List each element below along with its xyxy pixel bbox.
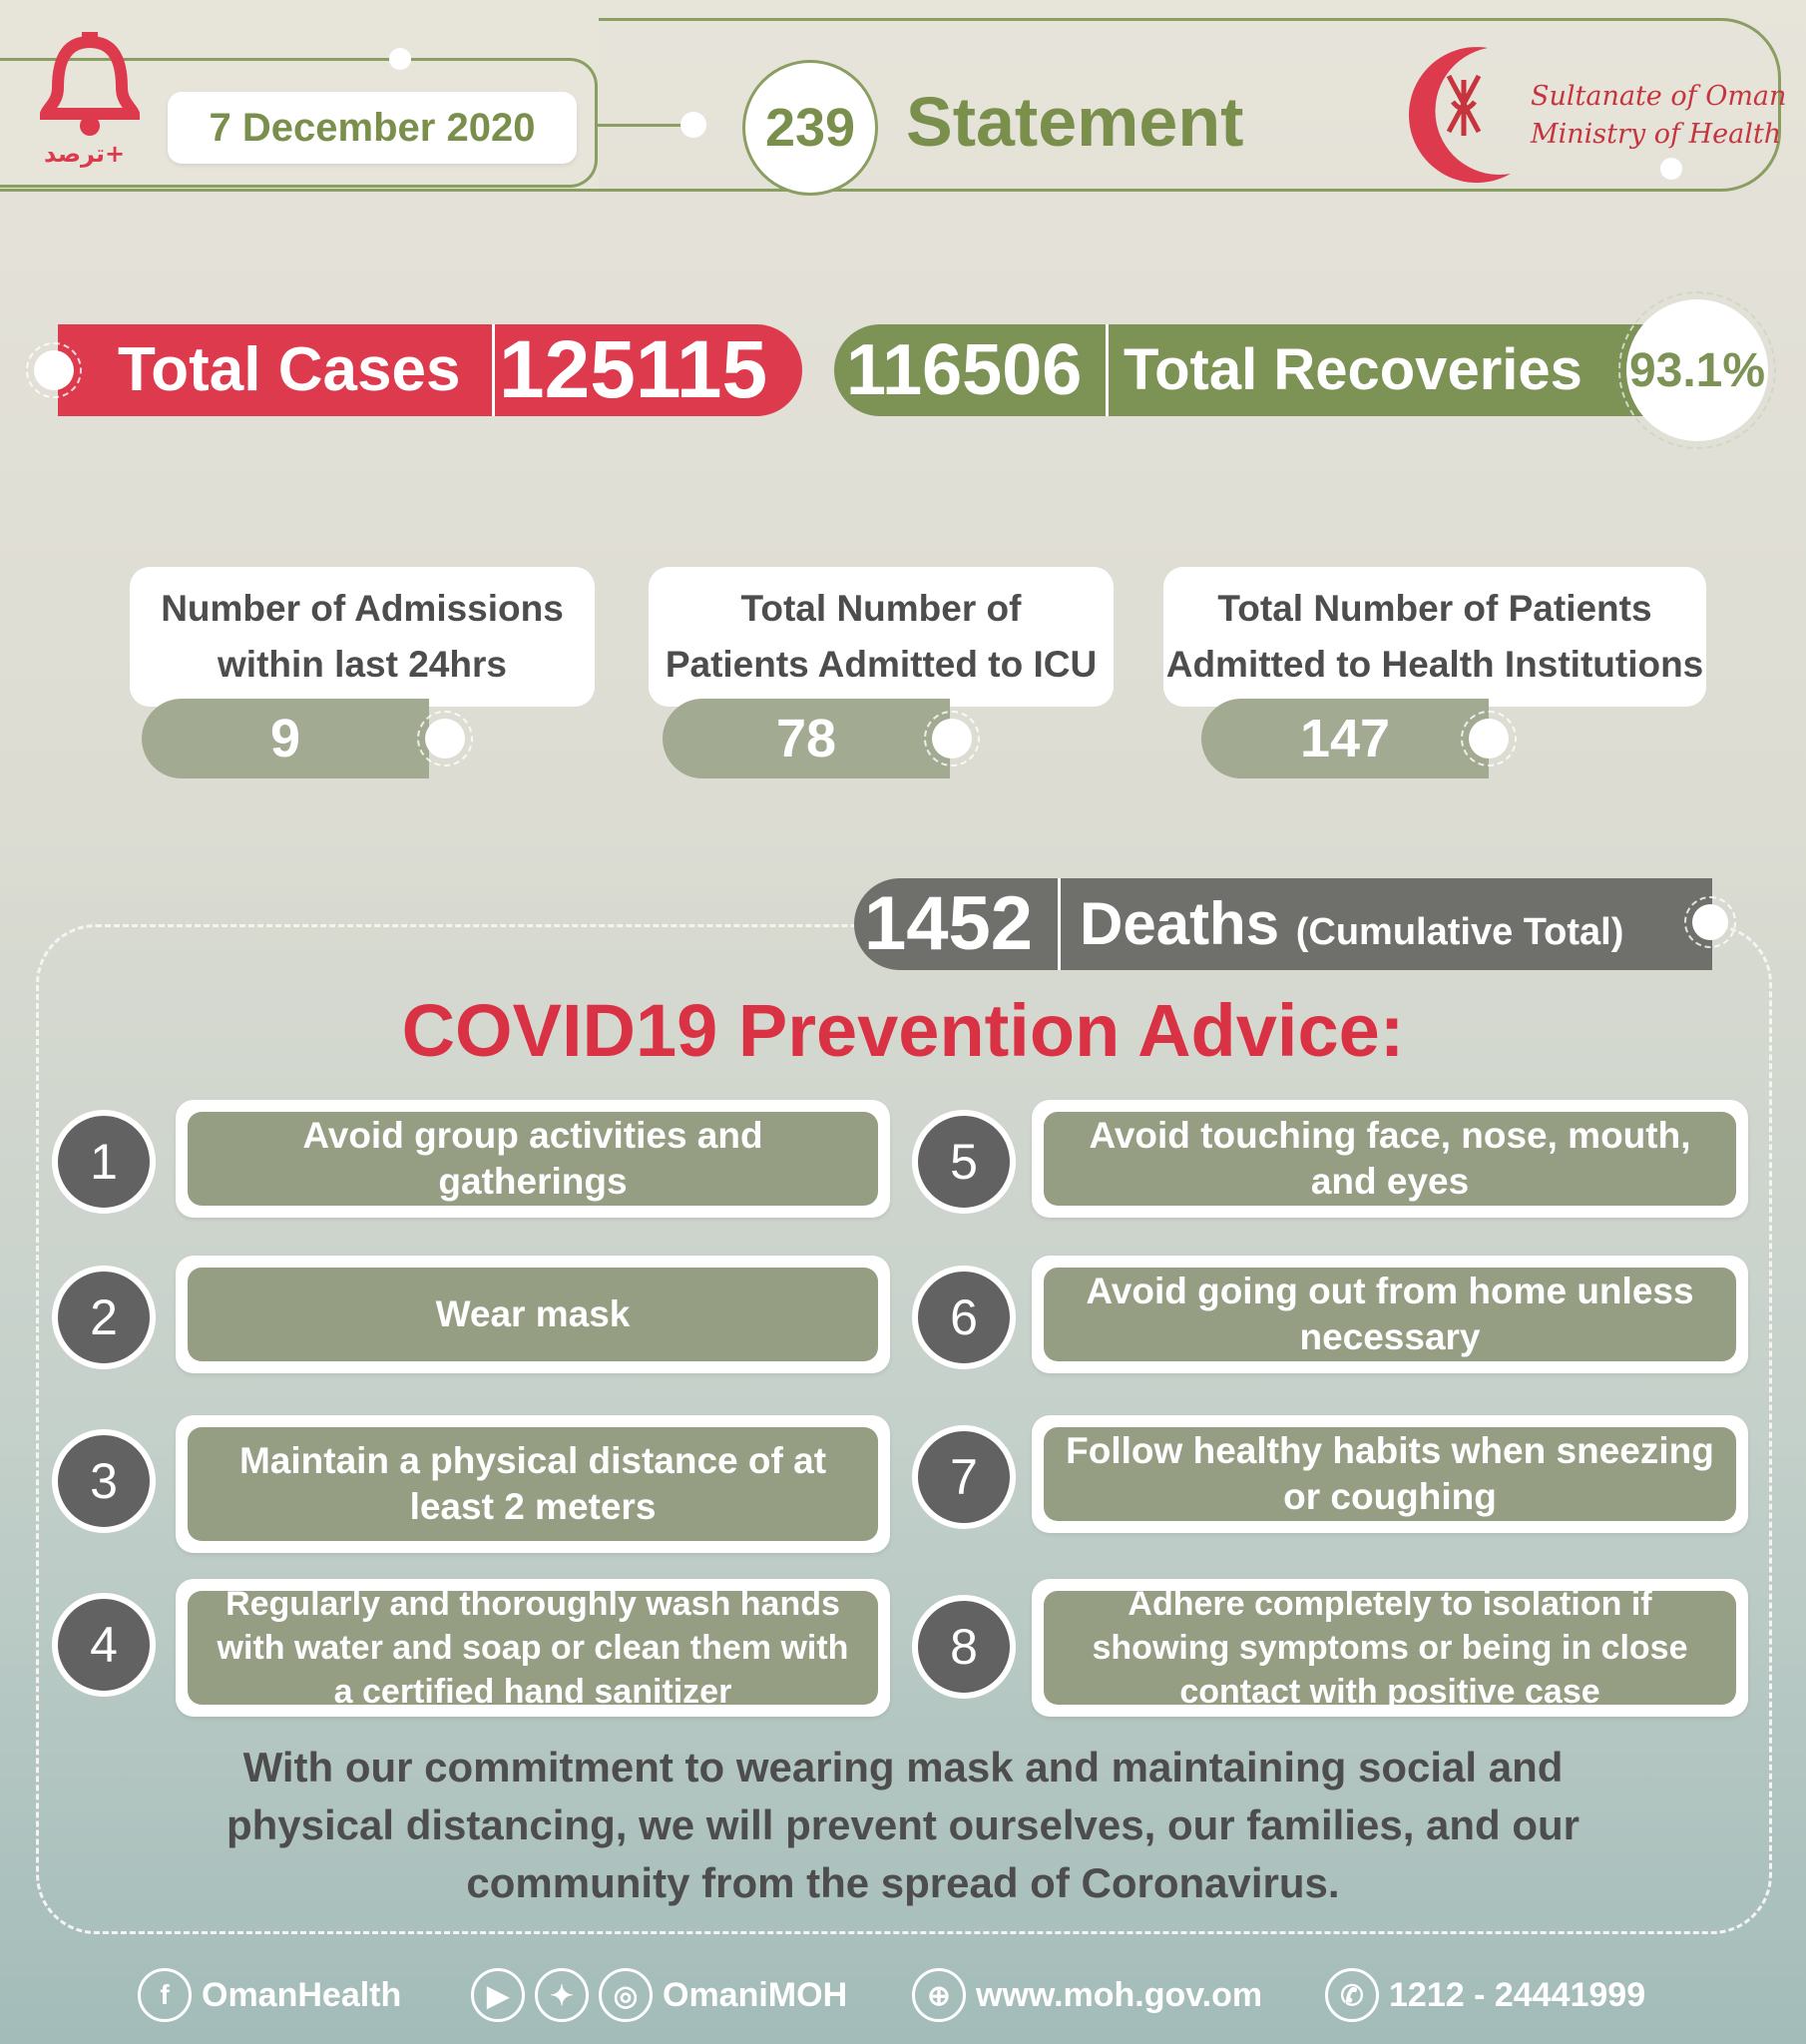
phone-icon: ✆ (1325, 1968, 1379, 2022)
globe-icon: ⊕ (912, 1968, 966, 2022)
stat-card-institutions (1163, 567, 1706, 707)
total-cases-label: Total Cases (118, 335, 461, 404)
stat-label-line: within last 24hrs (218, 644, 507, 685)
stat-dot (932, 719, 972, 759)
ministry-line-1: Sultanate of Oman (1531, 81, 1787, 112)
deaths-dot (1692, 904, 1728, 940)
deaths-label (1080, 878, 1623, 978)
app-label: ترصد+ (44, 140, 126, 168)
advice-number: 8 (912, 1595, 1016, 1699)
closing-message: With our commitment to wearing mask and maintaining social and physical distancing, we will prevent ourselves, our families, and our community from the spread of Coronavirus. (226, 1744, 1580, 1906)
advice-text: Avoid group activities and gatherings (188, 1112, 878, 1206)
total-recoveries-label: Total Recoveries (1124, 337, 1582, 402)
total-cases-dot (34, 350, 74, 390)
facebook-handle: OmanHealth (202, 1975, 402, 2014)
footer-social[interactable] (471, 1960, 847, 2030)
stat-card-icu (649, 567, 1114, 707)
advice-item (176, 1256, 890, 1373)
advice-item (1032, 1415, 1748, 1533)
advice-text: Follow healthy habits when sneezing or coughing (1044, 1427, 1736, 1521)
date-label: 7 December 2020 (168, 92, 577, 164)
total-cases-divider (492, 324, 495, 416)
total-recoveries-divider (1106, 324, 1109, 416)
advice-item (1032, 1100, 1748, 1218)
stat-label-line: Admitted to Health Institutions (1165, 644, 1704, 685)
total-cases-value: 125115 (499, 324, 768, 415)
advice-text: Adhere completely to isolation if showing symptoms or being in close contact with positive case (1044, 1591, 1736, 1705)
footer-facebook[interactable] (138, 1960, 401, 2030)
crescent-emblem-icon (1393, 36, 1523, 186)
ministry-line-2: Ministry of Health (1531, 119, 1782, 150)
advice-number: 6 (912, 1266, 1016, 1369)
ministry-emblem (1393, 36, 1523, 186)
stat-label-line: Total Number of (740, 588, 1022, 629)
statement-label: Statement (906, 83, 1244, 161)
advice-title: COVID19 Prevention Advice: (401, 989, 1405, 1072)
instagram-icon: ◎ (599, 1968, 653, 2022)
phone-number: 1212 - 24441999 (1389, 1975, 1646, 2014)
footer-website[interactable] (912, 1960, 1262, 2030)
social-handle: OmaniMOH (663, 1975, 848, 2014)
stat-label-line: Patients Admitted to ICU (665, 644, 1098, 685)
deaths-label-main: Deaths (1080, 890, 1280, 957)
advice-item (1032, 1256, 1748, 1373)
advice-text: Avoid going out from home unless necessary (1044, 1268, 1736, 1361)
stat-value-admissions: 9 (142, 699, 429, 778)
tarassud-logo (40, 28, 150, 178)
advice-text: Avoid touching face, nose, mouth, and eyes (1044, 1112, 1736, 1206)
advice-item (1032, 1579, 1748, 1717)
stat-value-institutions: 147 (1201, 699, 1489, 778)
connector-dot (680, 112, 706, 138)
footer-phone[interactable] (1325, 1960, 1645, 2030)
connector-line (595, 124, 686, 127)
stat-dot (1469, 719, 1509, 759)
advice-number: 7 (912, 1425, 1016, 1529)
recovery-rate: 93.1% (1626, 299, 1768, 441)
advice-text: Wear mask (188, 1268, 878, 1361)
advice-number: 2 (52, 1266, 156, 1369)
deaths-value: 1452 (864, 881, 1034, 966)
stat-card-admissions (130, 567, 595, 707)
advice-text: Maintain a physical distance of at least 2 meters (188, 1427, 878, 1541)
total-recoveries-value: 116506 (846, 330, 1083, 410)
stat-label-line: Number of Admissions (161, 588, 564, 629)
advice-item (176, 1100, 890, 1218)
advice-number: 4 (52, 1593, 156, 1697)
stat-dot (425, 719, 465, 759)
deaths-qualifier: (Cumulative Total) (1295, 911, 1624, 953)
bell-icon (40, 28, 140, 138)
facebook-icon: f (138, 1968, 192, 2022)
youtube-icon: ▶ (471, 1968, 525, 2022)
deaths-divider (1058, 878, 1061, 970)
advice-number: 5 (912, 1110, 1016, 1214)
website-url: www.moh.gov.om (976, 1975, 1263, 2014)
advice-item (176, 1415, 890, 1553)
statement-number: 239 (742, 60, 878, 196)
advice-number: 3 (52, 1429, 156, 1533)
stat-value-icu: 78 (663, 699, 950, 778)
header-dot-top (389, 48, 411, 70)
twitter-icon: ✦ (535, 1968, 589, 2022)
stat-label-line: Total Number of Patients (1217, 588, 1652, 629)
header-dot-right (1660, 158, 1682, 180)
advice-text: Regularly and thoroughly wash hands with water and soap or clean them with a certified hand sanitizer (188, 1591, 878, 1705)
ministry-name (1531, 78, 1786, 154)
advice-number: 1 (52, 1110, 156, 1214)
advice-item (176, 1579, 890, 1717)
